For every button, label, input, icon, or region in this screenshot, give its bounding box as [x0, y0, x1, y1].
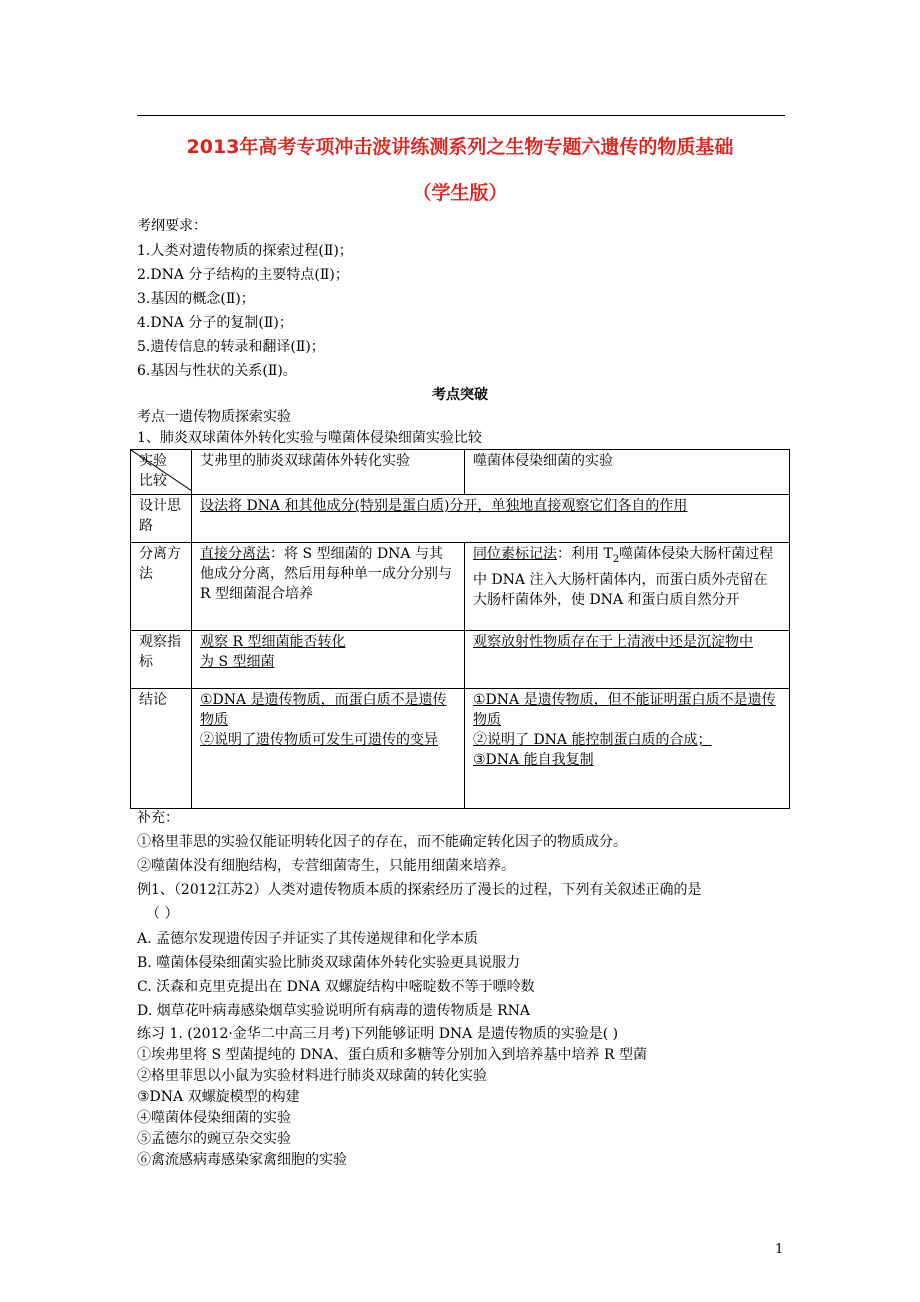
table-row-conclusion [131, 689, 790, 809]
requirements-heading: 考纲要求： [137, 218, 207, 234]
method-col2-subscript: 2 [612, 553, 620, 565]
supplement-item: ①格里菲思的实验仅能证明转化因子的存在，而不能确定转化因子的物质成分。 [137, 834, 627, 850]
observe-col1 [192, 631, 465, 689]
diagonal-line [131, 450, 192, 491]
conclusion-col1-item2: ②说明了遗传物质可发生可遗传的变异 [200, 732, 438, 748]
corner-top-label: 实验 [139, 453, 167, 469]
document-subtitle: （学生版） [412, 182, 508, 204]
section-heading: 考点突破 [432, 387, 488, 403]
supplement-item: ②噬菌体没有细胞结构，专营细菌寄生，只能用细菌来培养。 [137, 858, 515, 874]
observe-col1-line2: 为 S 型细菌 [200, 654, 275, 670]
corner-cell [131, 450, 192, 495]
design-text [192, 495, 790, 543]
example1-option-a: A. 孟德尔发现遗传因子并证实了其传递规律和化学本质 [137, 931, 479, 947]
conclusion-col2-item3: ③DNA 能自我复制 [473, 752, 594, 768]
requirement-item: 3.基因的概念(Ⅱ)； [137, 291, 255, 307]
requirement-item: 5.遗传信息的转录和翻译(Ⅱ)； [137, 339, 325, 355]
table-row-method [131, 543, 790, 631]
exercise1-item: ②格里菲思以小鼠为实验材料进行肺炎双球菌的转化实验 [137, 1068, 487, 1084]
page-number: 1 [775, 1242, 784, 1257]
document-title: 2013年高考专项冲击波讲练测系列之生物专题六遗传的物质基础 [186, 136, 734, 158]
row-label-observe: 观察指标 [131, 631, 192, 689]
exercise1-item: ③DNA 双螺旋模型的构建 [137, 1089, 300, 1105]
conclusion-col2-item1-cont: 物质 [473, 712, 501, 728]
supplement-heading: 补充： [137, 810, 179, 826]
example1-option-c: C. 沃森和克里克提出在 DNA 双螺旋结构中嘧啶数不等于嘌呤数 [137, 979, 535, 995]
method-col1-underlined: 直接分离法 [200, 546, 270, 562]
method-col1 [192, 543, 465, 631]
top-rule [137, 115, 785, 116]
requirement-item: 4.DNA 分子的复制(Ⅱ)； [137, 315, 293, 331]
comparison-table [130, 449, 790, 809]
method-col2-text-a: ：利用 T [557, 546, 613, 562]
conclusion-col1-item1: ①DNA 是遗传物质，而蛋白质不是遗传物质 [200, 692, 447, 728]
row-label-method: 分离方法 [131, 543, 192, 631]
example1-answer-paren: （ ） [146, 906, 179, 922]
row-label-design: 设计思路 [131, 495, 192, 543]
requirement-item: 2.DNA 分子结构的主要特点(Ⅱ)； [137, 267, 349, 283]
method-col2 [465, 543, 790, 631]
exercise1-item: ⑤孟德尔的豌豆杂交实验 [137, 1131, 291, 1147]
exercise1-item: ①埃弗里将 S 型菌提纯的 DNA、蛋白质和多糖等分别加入到培养基中培养 R 型菌 [137, 1047, 647, 1063]
example1-stem: 例1、（2012江苏2）人类对遗传物质本质的探索经历了漫长的过程，下列有关叙述正确的是 [137, 882, 702, 898]
requirement-item: 1.人类对遗传物质的探索过程(Ⅱ)； [137, 243, 353, 259]
method-col1-text: ：将 S 型细菌的 DNA 与其他成分分离，然后用每种单一成分分别与 R 型细菌混合培养 [200, 546, 452, 602]
observe-col1-line1: 观察 R 型细菌能否转化 [200, 634, 346, 650]
example1-option-d: D. 烟草花叶病毒感染烟草实验说明所有病毒的遗传物质是 RNA [137, 1003, 530, 1019]
table-row-design [131, 495, 790, 543]
exercise1-stem: 练习 1. (2012·金华二中高三月考)下列能够证明 DNA 是遗传物质的实验是( ) [137, 1026, 619, 1042]
example1-option-b: B. 噬菌体侵染细菌实验比肺炎双球菌体外转化实验更具说服力 [137, 955, 521, 971]
observe-col2-text: 观察放射性物质存在于上清液中还是沉淀物中 [473, 634, 753, 650]
method-col2-text-b: 噬菌体侵染大肠杆菌过程中 DNA 注入大肠杆菌体内，而蛋白质外壳留在大肠杆菌体外，使 DNA 和蛋白质自然分开 [473, 546, 774, 608]
corner-bottom-label: 比较 [139, 473, 167, 489]
method-col2-underlined: 同位素标记法 [473, 546, 557, 562]
point1-heading: 考点一遗传物质探索实验 [137, 409, 291, 425]
conclusion-col1 [192, 689, 465, 809]
row-label-conclusion: 结论 [131, 689, 192, 809]
conclusion-col2-item1: ①DNA 是遗传物质，但不能证明蛋白质不是遗传 [473, 692, 776, 708]
column-header-1: 艾弗里的肺炎双球菌体外转化实验 [192, 450, 465, 495]
point1-subheading: 1、肺炎双球菌体外转化实验与噬菌体侵染细菌实验比较 [137, 430, 482, 446]
exercise1-item: ⑥禽流感病毒感染家禽细胞的实验 [137, 1152, 347, 1168]
requirement-item: 6.基因与性状的关系(Ⅱ)。 [137, 363, 297, 379]
table-row-observe [131, 631, 790, 689]
conclusion-col2 [465, 689, 790, 809]
table-header-row [131, 450, 790, 495]
design-text-span: 设法将 DNA 和其他成分(特别是蛋白质)分开，单独地直接观察它们各自的作用 [200, 498, 688, 514]
conclusion-col2-item2: ②说明了 DNA 能控制蛋白质的合成； [473, 732, 712, 748]
observe-col2 [465, 631, 790, 689]
column-header-2: 噬菌体侵染细菌的实验 [465, 450, 790, 495]
exercise1-item: ④噬菌体侵染细菌的实验 [137, 1110, 291, 1126]
